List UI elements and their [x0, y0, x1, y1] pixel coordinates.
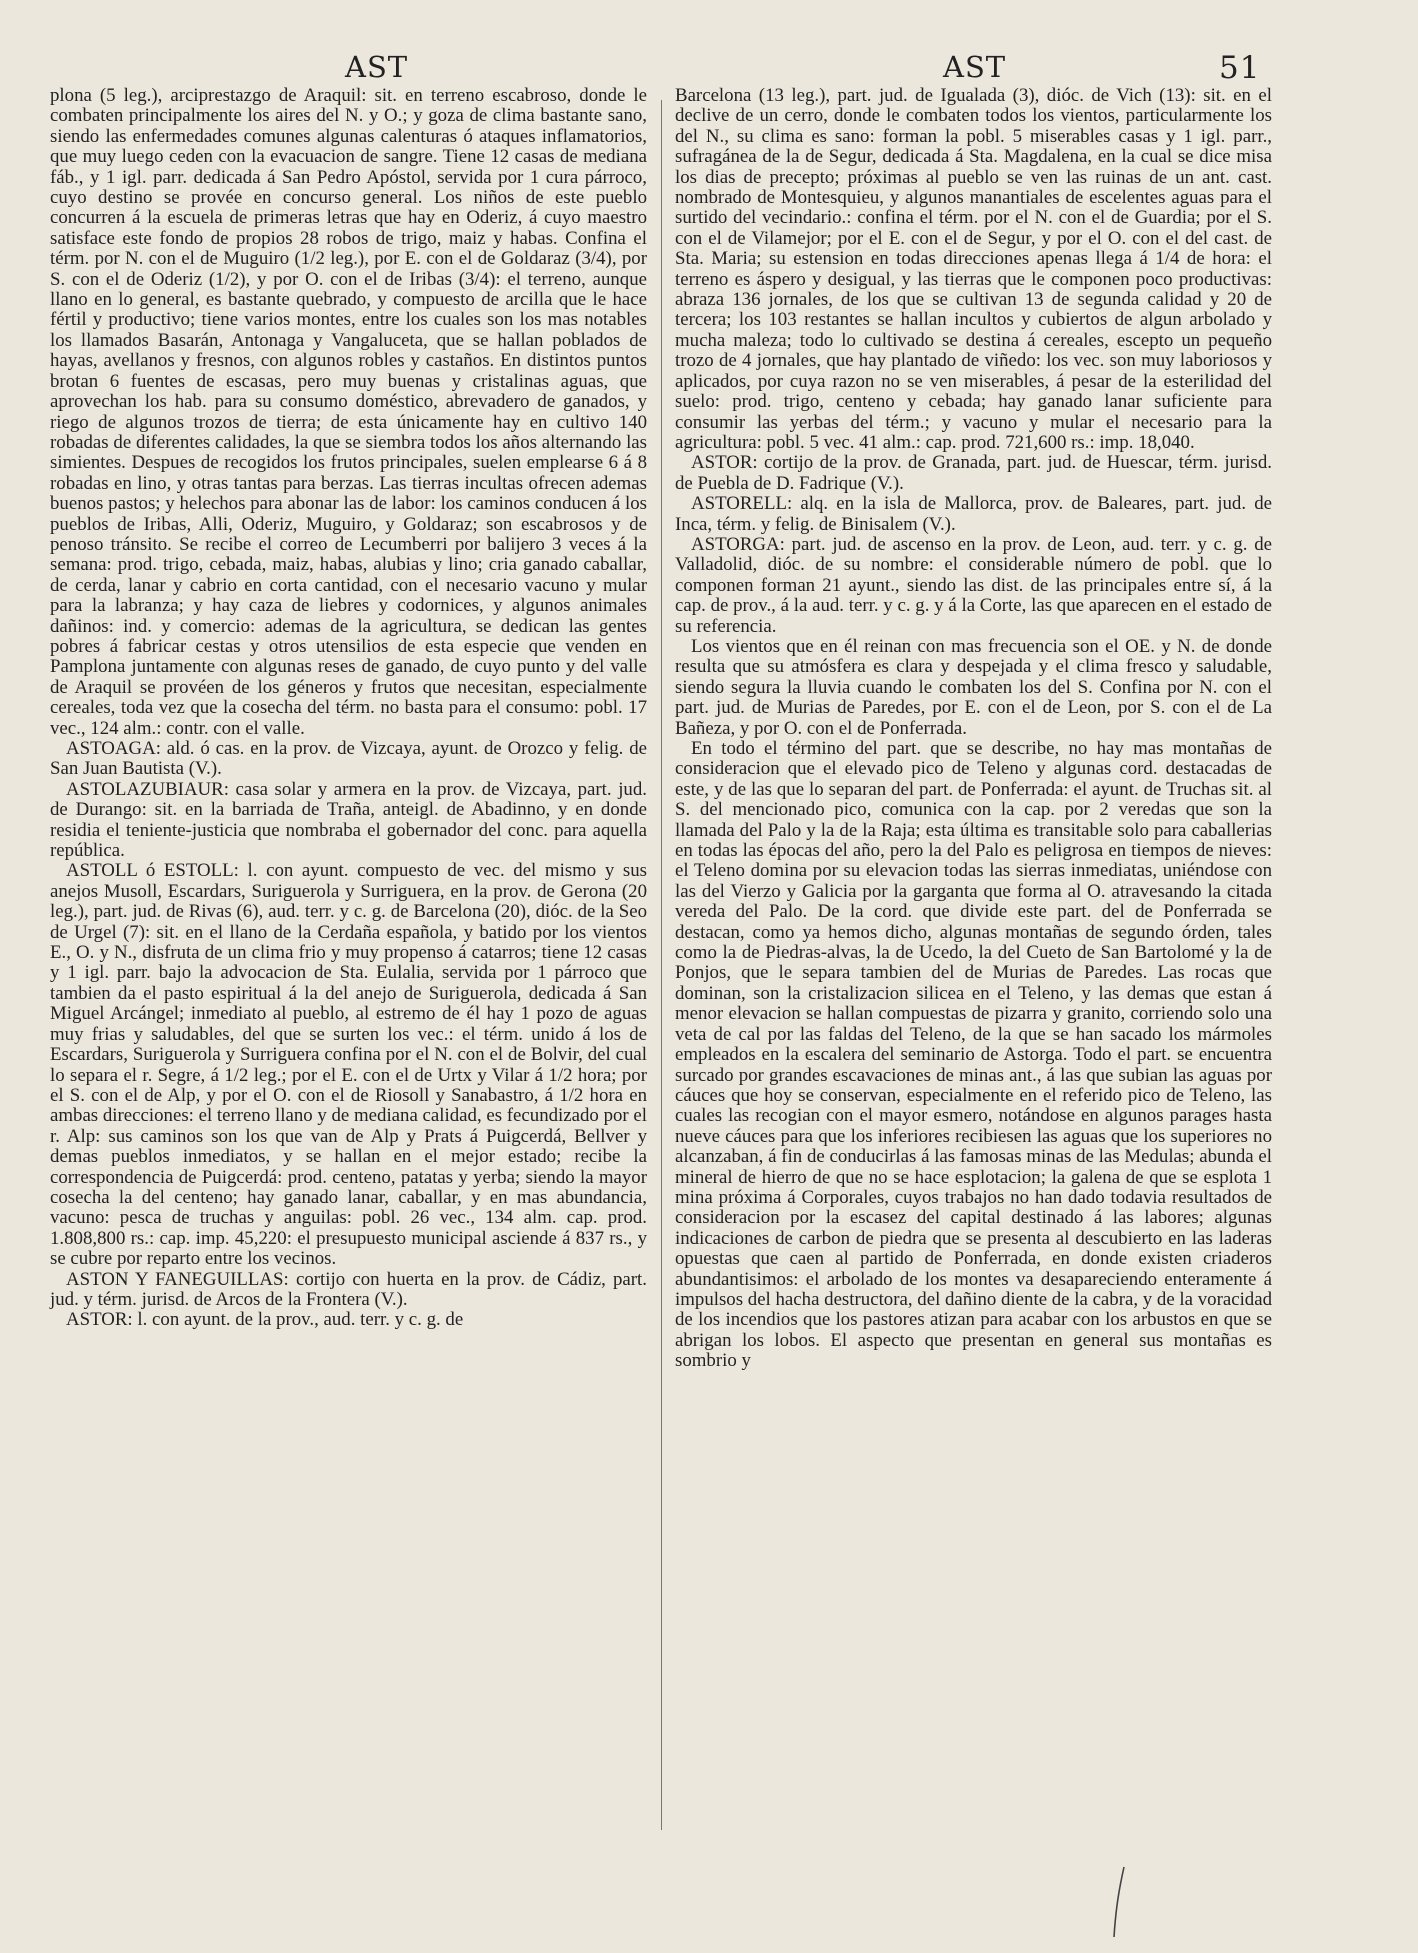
entry-astoll: ASTOLL ó ESTOLL: l. con ayunt. compuesto de vec. del mismo y sus anejos Musoll, Escardars, Suriguerola y Surriguera, en la prov. de Gerona (20 leg.), part. jud. de Rivas (6), aud. terr. y c. g. de Barcelona (20), dióc. de la Seo de Urgel (7): sit. en el llano de la Cerdaña española, y batido por los vientos E., O. y N., disfruta de un clima frio y muy propenso á catarros; tiene 12 casas y 1 igl. parr. bajo la advocacion de Sta. Eulalia, servida por 1 párroco que tambien da el pasto espiritual á la del anejo de Suriguerola, dedicada á San Miguel Arcángel; inmediato al pueblo, al estremo de él hay 1 pozo de aguas muy frias y saludables, del que se surten los vec.: el térm. unido á los de Escardars, Suriguerola y Surriguera confina por el N. con el de Bolvir, del cual lo separa el r. Segre, á 1/2 leg.; por el E. con el de Urtx y Vilar á 1/2 hora; por el S. con el de Alp, y por el O. con el de Riosoll y Sanabastro, á 1/2 hora en ambas direcciones: el terreno llano y de mediana calidad, es fecundizado por el r. Alp: sus caminos son los que van de Alp y Prats á Puigcerdá, Bellver y demas pueblos inmediatos, y se hallan en el mejor estado; recibe la correspondencia de Puigcerdá: prod. centeno, patatas y yerba; siendo la mayor cosecha la del centeno; hay ganado lanar, caballar, y en mas abundancia, vacuno: pesca de truchas y anguilas: pobl. 26 vec., 134 alm. cap. prod. 1.808,800 rs.: cap. imp. 45,220: el presupuesto municipal asciende á 837 rs., y se cubre por reparto entre los vecinos. — [50, 860, 647, 1270]
pen-mark — [1110, 1865, 1130, 1940]
entry-aston-y-faneguillas: ASTON Y FANEGUILLAS: cortijo con huerta en la prov. de Cádiz, part. jud. y térm. jurisd. de Arcos de la Frontera (V.). — [50, 1268, 647, 1310]
astorga-paragraph-mountains: En todo el término del part. que se describe, no hay mas montañas de consideracion que el elevado pico de Teleno y algunas cord. destacadas de este, y de las que lo separan del part. de Ponferrada: el ayunt. de Truchas sit. al S. del mencionado pico, comunica con la cap. por 2 veredas que son la llamada del Palo y la de la Raja; esta última es transitable solo para caballerias en todas las épocas del año, pero la del Palo es peligrosa en tiempos de nieves: el Teleno domina por su elevacion todas las sierras inmediatas, uniéndose con las del Vierzo y Galicia por la garganta que forma al O. atravesando la citada vereda del Palo. De la cord. que divide este part. del de Ponferrada se destacan, como ya hemos dicho, algunas montañas de segundo órden, tales como la de Piedras-alvas, la de Ucedo, la del Cueto de San Bartolomé y la de Ponjos, que le separa tambien del de Murias de Paredes. Las rocas que dominan, son la cristalizacion silicea en el Teleno, y las demas que estan á menor elevacion se hallan compuestas de pizarra y granito, corriendo solo una veta de cal por las faldas del Teleno, de la que se han sacado los mármoles empleados en la escalera del seminario de Astorga. Todo el part. se encuentra surcado por grandes escavaciones de minas ant., á las que subian las aguas por cáuces que hoy se conservan, especialmente en el referido pico de Teleno, las cuales las recogian con el mayor esmero, notándose en algunos parages hasta nueve cáuces para que los inferiores recibiesen las aguas que los superiores no alcanzaban, á fin de conducirlas á las famosas minas de las Medulas; abunda el mineral de hierro de que no se hace esplotacion; la galena de que se esplota 1 mina próxima á Corporales, cuyos trabajos no han dado todavia resultados de consideracion por la escasez del capital destinado á las labores; algunas indicaciones de carbon de piedra que se presenta al descubierto en las laderas opuestas que caen al partido de Ponferrada, en donde existen criaderos abundantisimos: el arbolado de los montes va desapareciendo enteramente á impulsos del hacha destructora, del dañino diente de la cabra, y de la voracidad de los incendios que los pastores atizan para acabar con los arbustos en que se abrigan los lobos. El aspecto que presentan en general sus montañas es sombrio y — [675, 738, 1273, 1372]
entry-continuation: plona (5 leg.), arciprestazgo de Araquil: sit. en terreno escabroso, donde le combaten principalmente los aires del N. y O.; y goza de clima bastante sano, siendo las enfermedades comunes algunas calenturas ó ataques inflamatorios, que muy luego ceden con la evacuacion de sangre. Tiene 12 casas de mediana fáb., y 1 igl. parr. dedicada á San Pedro Apóstol, servida por 1 cura párroco, cuyo destino se provée en concurso general. Los niños de este pueblo concurren á la escuela de primeras letras que hay en Oderiz, á cuyo maestro satisface este fondo de propios 28 robos de trigo, maiz y habas. Confina el térm. por N. con el de Muguiro (1/2 leg.), por E. con el de Goldaraz (3/4), por S. con el de Oderiz (1/2), y por O. con el de Iribas (3/4): el terreno, aunque llano en lo general, es bastante quebrado, y compuesto de arcilla que le hace fértil y productivo; tiene varios montes, entre los cuales son los mas notables los llamados Basarán, Antonaga y Vangaluceta, que se hallan poblados de hayas, avellanos y fresnos, con algunos robles y castaños. En distintos puntos brotan 6 fuentes de escasas, pero muy buenas y cristalinas aguas, que aprovechan los hab. para su consumo doméstico, abrevadero de ganados, y riego de algunos trozos de tierra; de esta únicamente hay en cultivo 140 robadas de diferentes calidades, la que se siembra todos los años alternando las simientes. Despues de recogidos los frutos principales, suelen emplearse 6 á 8 robadas en lino, y otras tantas para berzas. Las tierras incultas ofrecen ademas buenos pastos; y helechos para abonar las de labor: los caminos conducen á los pueblos de Iribas, Alli, Oderiz, Muguiro, y Goldaraz; son escabrosos y de penoso tránsito. Se recibe el correo de Lecumberri por balijero 3 veces á la semana: prod. trigo, cebada, maiz, habas, alubias y lino; cria ganado caballar, de cerda, lanar y cabrio en corta cantidad, con el necesario vacuno y mular para la labranza; y hay caza de liebres y codornices, y algunos animales dañinos: ind. y comercio: ademas de la agricultura, se dedican las gentes pobres á fabricar cestas y otros utensilios de esta especie que venden en Pamplona juntamente con algunas reses de ganado, de cuyo punto y del valle de Araquil se provéen de los géneros y frutos que necesitan, especialmente cereales, toda vez que la cosecha del térm. no basta para el consumo: pobl. 17 vec., 124 alm.: contr. con el valle. — [50, 85, 647, 739]
column-divider — [661, 100, 662, 1830]
entry-astoaga: ASTOAGA: ald. ó cas. en la prov. de Vizcaya, ayunt. de Orozco y felig. de San Juan Bautista (V.). — [50, 738, 647, 780]
entry-astor: ASTOR: l. con ayunt. de la prov., aud. terr. y c. g. de — [66, 1309, 464, 1331]
left-column — [50, 86, 647, 1331]
page-number: 51 — [1219, 50, 1261, 86]
entry-astorell: ASTORELL: alq. en la isla de Mallorca, prov. de Baleares, part. jud. de Inca, térm. y felig. de Binisalem (V.). — [675, 493, 1272, 535]
right-column — [675, 86, 1272, 1372]
astorga-paragraph-winds: Los vientos que en él reinan con mas frecuencia son el OE. y N. de donde resulta que su atmósfera es clara y despejada y el clima fresco y saludable, siendo segura la lluvia cuando le combaten los del S. Confina por N. con el part. jud. de Murias de Paredes, por E. con el de Leon, por S. con el de La Bañeza, y por O. con el de Ponferrada. — [675, 635, 1272, 739]
entry-astorga: ASTORGA: part. jud. de ascenso en la prov. de Leon, aud. terr. y c. g. de Valladolid, dióc. de su nombre: el considerable número de pobl. que lo componen forman 21 ayunt., siendo las dist. de las principales entre sí, á la cap. de prov., á la aud. terr. y c. g. y á la Corte, las que aparecen en el estado de su referencia. — [675, 533, 1272, 637]
running-head-left: AST — [345, 50, 409, 84]
entry-astor-cortijo: ASTOR: cortijo de la prov. de Granada, part. jud. de Huescar, térm. jurisd. de Puebla de D. Fadrique (V.). — [675, 452, 1272, 494]
running-head-right: AST — [943, 50, 1007, 84]
entry-astolazubiaur: ASTOLAZUBIAUR: casa solar y armera en la prov. de Vizcaya, part. jud. de Durango: sit. en la barriada de Traña, anteigl. de Abadinno, y en donde residia el teniente-justicia que nombraba el gobernador del conc. para aquella república. — [50, 778, 647, 862]
entry-astor-continuation: Barcelona (13 leg.), part. jud. de Igualada (3), dióc. de Vich (13): sit. en el declive de un cerro, donde le combaten todos los vientos, particularmente los del N., su clima es sano: forman la pobl. 5 miserables casas y 1 igl. parr., sufragánea de la de Segur, dedicada á Sta. Magdalena, en la cual se dice misa los dias de precepto; próximas al pueblo se ven las ruinas de un ant. cast. nombrado de Montesquieu, y algunos manantiales de escelentes aguas para el surtido del vecindario.: confina el térm. por el N. con el de Guardia; por el S. con el de Vilamejor; por el E. con el de Segur, y por el O. con el del cast. de Sta. Maria; su estension en todas direcciones apenas llega á 1/4 de hora: el terreno es áspero y desigual, y las tierras que le componen poco productivas: abraza 136 jornales, de los que se cultivan 13 de segunda calidad y 20 de tercera; los 103 restantes se hallan incultos y cubiertos de algun arbolado y mucha maleza; todo lo cultivado se destina á cereales, escepto un pequeño trozo de 4 jornales, que hay plantado de viñedo: los vec. son muy laboriosos y aplicados, por cuya razon no se ven miserables, á pesar de la esterilidad del suelo: prod. trigo, centeno y cebada; hay ganado lanar suficiente para consumir las yerbas del térm.; y vacuno y mular el necesario para la agricultura: pobl. 5 vec. 41 alm.: cap. prod. 721,600 rs.: imp. 18,040. — [675, 85, 1272, 453]
